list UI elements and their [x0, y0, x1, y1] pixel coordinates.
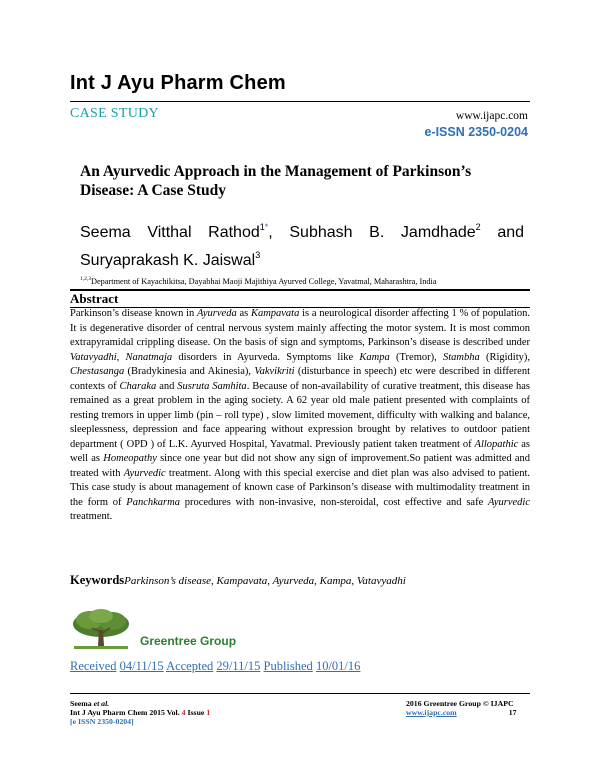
footer-rule: [70, 693, 530, 694]
published-label: Published: [263, 659, 313, 673]
abstract-body: [70, 307, 530, 525]
journal-title: Int J Ayu Pharm Chem: [70, 72, 286, 94]
received-label: Received: [70, 659, 117, 673]
article-title: An Ayurvedic Approach in the Management of Parkinson’s Disease: A Case Study: [80, 163, 472, 199]
abstract-paragraph: Parkinson’s disease known in Ayurveda as Kampavata is a neurological disorder affecting 1 % of population. It is degenerative disorder of central nervous system mainly affecting the motor system. It is most common extrapyramidal crippling disease. On the basis of sign and symptoms, Parkinson’s disease is described under Vatavyadhi, Nanatmaja disorders in Ayurveda. Symptoms like Kampa (Tremor), Stambha (Rigidity), Chestasanga (Bradykinesia and Akinesia), Vakvikriti (disturbance in speech) etc were described in different contexts of Charaka and Susruta Samhita. Because of non-availability of curative treatment, this disease has remained as a great problem in the aging society. A 62 year old male patient presented with complaints of resting tremors in upper limb (pin – roll type) , slow limited movement, difficulty with walking and balance, sleeplessness, depression and face appearing without expression brought by relatives to outdoor patient department ( OPD ) of L.K. Ayurved Hospital, Yavatmal. Previously patient taken treatment of Allopathic as well as Homeopathy since one year but did not show any sign of improvement.So patient was admitted and treated with Ayurvedic treatment. Along with this special exercise and diet plan was also advised to patient. This case study is about management of known case of Parkinson’s disease with multimodality treatment in the form of Panchkarma procedures with non-invasive, non-steroidal, cost effective and safe Ayurvedic treatment.: [70, 308, 531, 522]
author-line-1: Seema Vitthal Rathod$^{1*}$, Subhash B. Jamdhade$^2$ and: [80, 222, 525, 241]
accepted-date: 29/11/15: [216, 659, 261, 673]
affiliation-text: Department of Kayachikitsa, Dayabhai Maoji Majithiya Ayurved College, Yavatmal, Maharashtra, India: [91, 277, 437, 286]
received-date: 04/11/15: [119, 659, 164, 673]
author-3: Suryaprakash K. Jaiswal: [80, 252, 256, 269]
author-2: Subhash B. Jamdhade: [289, 224, 476, 241]
footer-volume: 4: [181, 708, 186, 717]
publisher-name: Greentree Group: [140, 634, 237, 648]
footer-citation: Int J Ayu Pharm Chem 2015 Vol. 4 Issue 1: [70, 708, 211, 717]
footer-author: Seema et al.: [70, 699, 110, 708]
footer-issue: 1: [206, 708, 211, 717]
article-type: CASE STUDY: [70, 106, 159, 121]
abstract-top-rule: [70, 289, 530, 291]
keywords-value: Parkinson’s disease, Kampavata, Ayurveda, Kampa, Vatavyadhi: [124, 575, 406, 587]
published-date: 10/01/16: [315, 659, 361, 673]
footer-copyright: 2016 Greentree Group © IJAPC: [406, 699, 514, 708]
footer-eissn: [e ISSN 2350-0204]: [70, 717, 134, 726]
footer-url-row: [406, 708, 516, 717]
header-rule: [70, 101, 530, 102]
author-1: Seema Vitthal Rathod: [80, 224, 260, 241]
abstract-heading: Abstract: [70, 291, 119, 306]
author-conjunction: and: [497, 224, 525, 241]
affiliation: [80, 276, 437, 286]
accepted-label: Accepted: [166, 659, 214, 673]
author-line-2: [80, 241, 260, 275]
eissn-label: e-ISSN 2350-0204: [424, 125, 528, 139]
keywords-label: Keywords: [70, 573, 125, 587]
website-link[interactable]: www.ijapc.com: [455, 110, 528, 122]
author-3-affiliation: 3: [255, 250, 261, 260]
author-1-affiliation: 1: [259, 222, 265, 232]
affiliation-numbers: 1,2,3: [80, 276, 91, 282]
author-2-affiliation: 2: [475, 222, 481, 232]
keywords-line: [70, 573, 406, 588]
footer-url[interactable]: www.ijapc.com: [406, 708, 457, 717]
greentree-logo-icon: [70, 608, 132, 652]
page-number: 17: [508, 708, 517, 717]
corresponding-author-mark: *: [264, 222, 269, 232]
article-dates: [70, 659, 360, 674]
